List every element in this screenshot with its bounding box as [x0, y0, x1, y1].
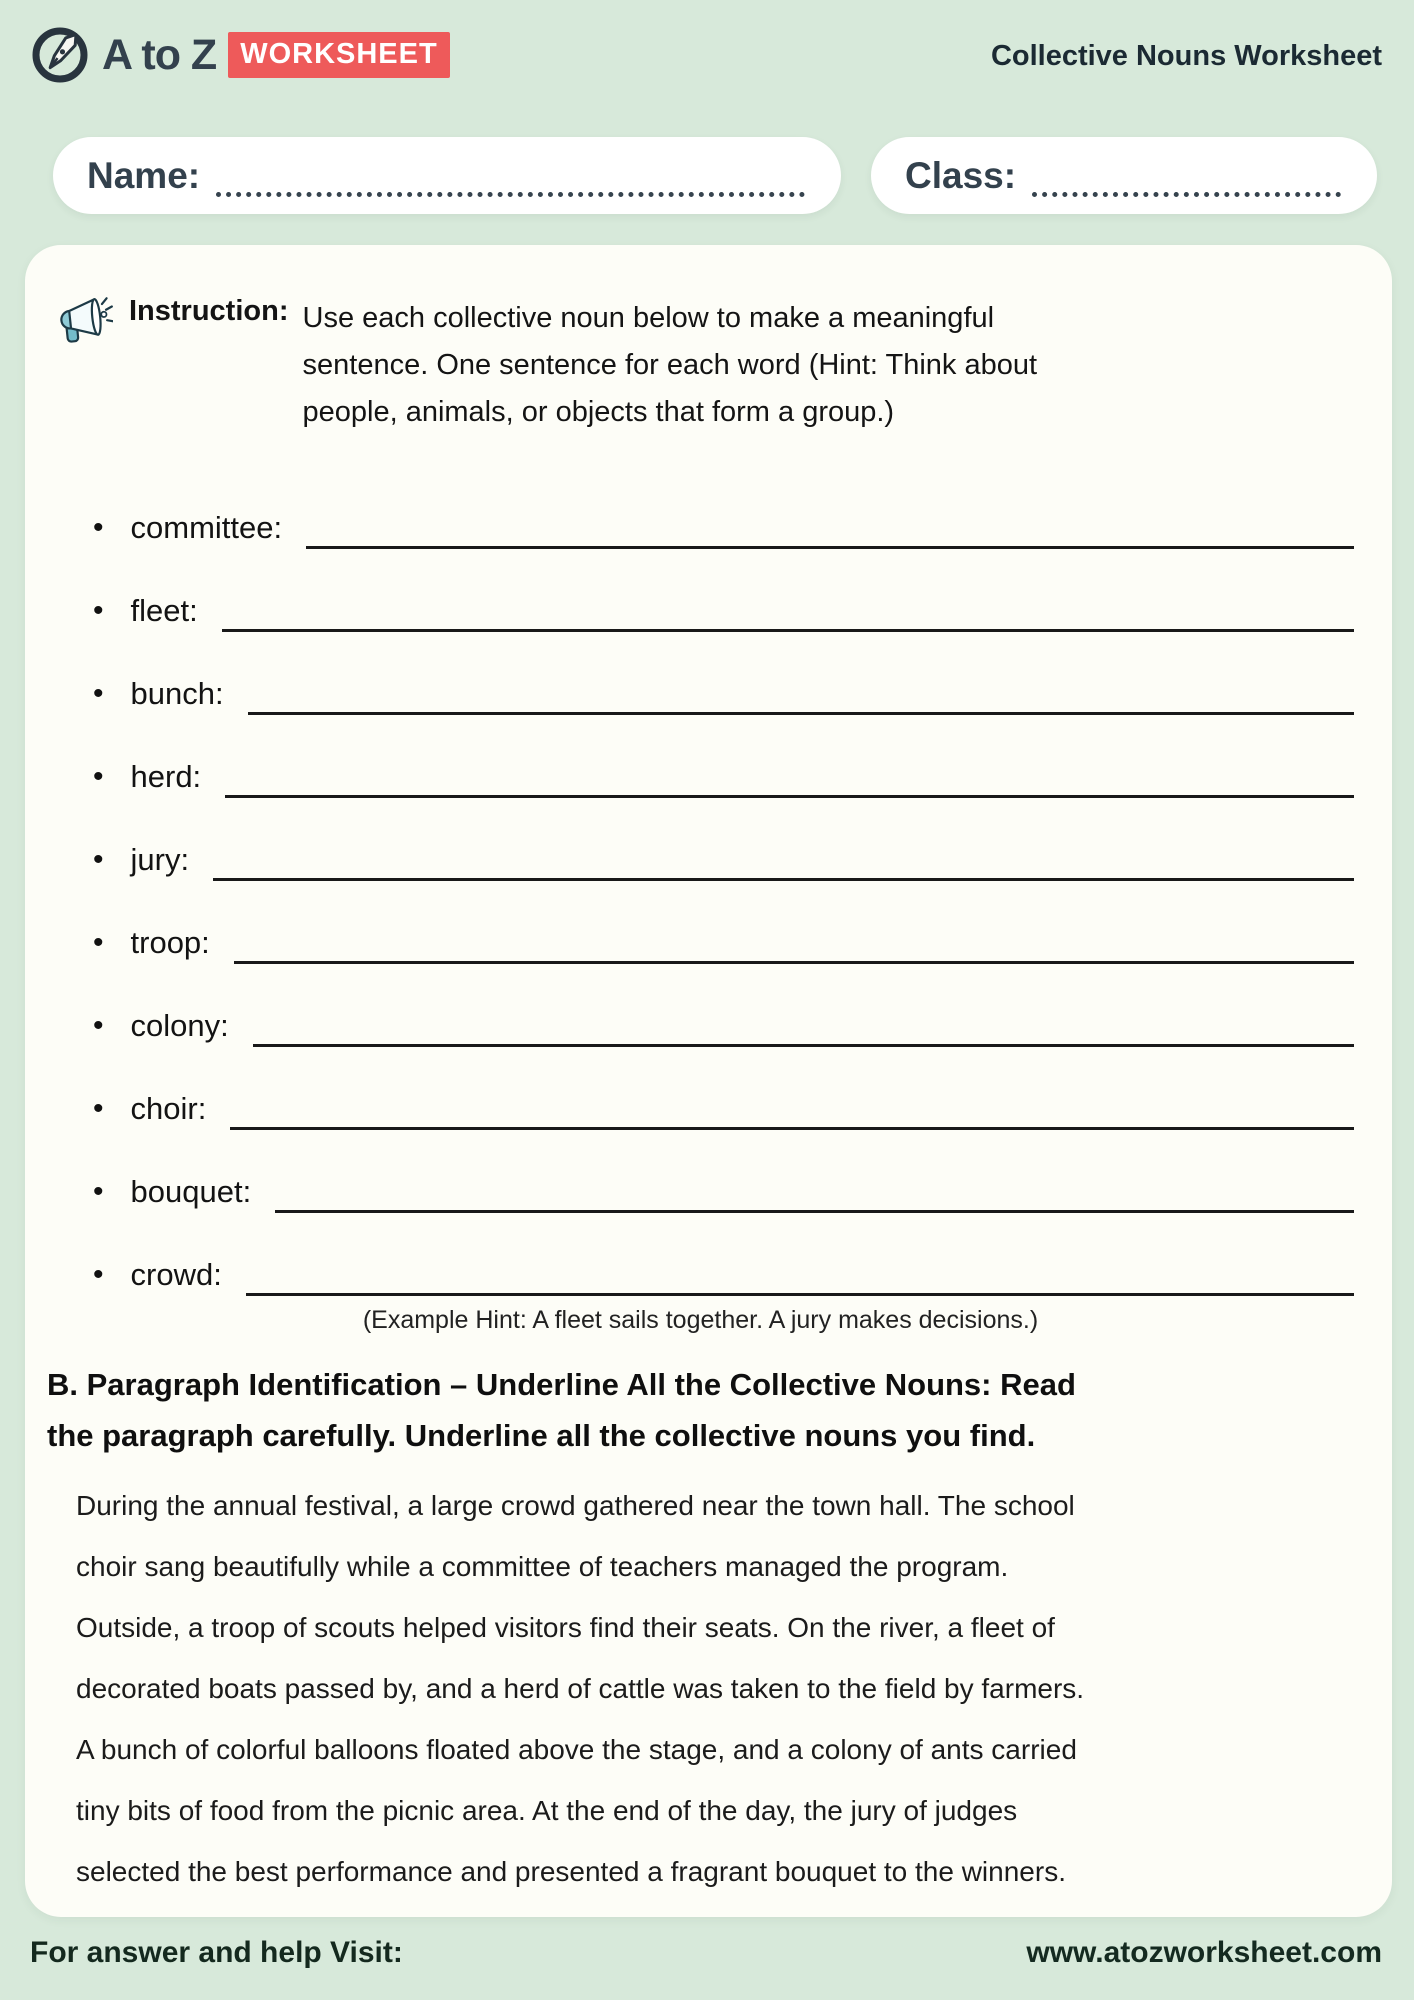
example-hint: (Example Hint: A fleet sails together. A jury makes decisions.)	[362, 1306, 1039, 1334]
list-item	[47, 709, 1354, 792]
paragraph-line: A bunch of colorful balloons floated above the stage, and a colony of ants carried	[76, 1734, 1077, 1765]
answer-blank[interactable]	[246, 1293, 1354, 1296]
word-label: committee:	[130, 510, 283, 545]
word-label: fleet:	[130, 593, 198, 628]
megaphone-icon	[57, 293, 113, 345]
bullet-icon: •	[93, 1175, 104, 1208]
answer-blank[interactable]	[306, 546, 1354, 549]
class-fill-line[interactable]	[1032, 192, 1341, 197]
list-item	[47, 1124, 1354, 1207]
footer-website-link[interactable]: www.atozworksheet.com	[1026, 1936, 1382, 1969]
answer-blank[interactable]	[230, 1127, 1354, 1130]
word-label: herd:	[130, 759, 202, 794]
list-item	[47, 958, 1354, 1041]
name-fill-line[interactable]	[216, 192, 805, 197]
bullet-icon: •	[93, 843, 104, 876]
bullet-icon: •	[93, 1009, 104, 1042]
paragraph-line: choir sang beautifully while a committee of teachers managed the program.	[76, 1551, 1009, 1582]
instruction-label: Instruction:	[129, 295, 289, 327]
word-label: bouquet:	[130, 1174, 252, 1209]
list-item	[47, 543, 1354, 626]
bullet-icon: •	[93, 760, 104, 793]
class-field	[871, 137, 1377, 214]
list-item	[47, 875, 1354, 958]
word-list	[47, 460, 1354, 1290]
list-item	[47, 460, 1354, 543]
list-item	[47, 1207, 1354, 1290]
bullet-icon: •	[93, 1092, 104, 1125]
answer-blank[interactable]	[225, 795, 1354, 798]
worksheet-card	[25, 245, 1392, 1917]
word-label: bunch:	[130, 676, 224, 711]
list-item	[47, 792, 1354, 875]
bullet-icon: •	[93, 1258, 104, 1291]
name-field	[53, 137, 841, 214]
bullet-icon: •	[93, 926, 104, 959]
answer-blank[interactable]	[275, 1210, 1354, 1213]
section-b-heading-line: the paragraph carefully. Underline all the collective nouns you find.	[47, 1418, 1036, 1453]
instruction-line: Use each collective noun below to make a meaningful	[302, 302, 995, 334]
word-label: colony:	[130, 1008, 229, 1043]
word-label: crowd:	[130, 1257, 222, 1292]
section-b-heading	[47, 1359, 1354, 1461]
page-title: Collective Nouns Worksheet	[990, 40, 1382, 72]
footer	[30, 1936, 1382, 1970]
instruction-line: sentence. One sentence for each word (Hint: Think about	[302, 349, 1038, 381]
section-b-heading-line: B. Paragraph Identification – Underline All the Collective Nouns: Read	[47, 1367, 1076, 1402]
name-label: Name:	[87, 154, 201, 196]
answer-blank[interactable]	[248, 712, 1354, 715]
instruction-text	[303, 295, 1038, 436]
brand-name: A to Z	[102, 30, 217, 79]
brand-logo	[30, 24, 450, 86]
bullet-icon: •	[93, 511, 104, 544]
answer-blank[interactable]	[213, 878, 1354, 881]
paragraph-line: Outside, a troop of scouts helped visitors find their seats. On the river, a fleet of	[76, 1612, 1055, 1643]
answer-blank[interactable]	[234, 961, 1354, 964]
paragraph-line: decorated boats passed by, and a herd of cattle was taken to the field by farmers.	[76, 1673, 1085, 1704]
word-label: troop:	[130, 925, 210, 960]
paragraph-line: tiny bits of food from the picnic area. At the end of the day, the jury of judges	[76, 1795, 1018, 1826]
exercise-paragraph	[76, 1475, 1354, 1902]
list-item	[47, 626, 1354, 709]
paragraph-line: selected the best performance and presented a fragrant bouquet to the winners.	[76, 1856, 1066, 1887]
class-label: Class:	[905, 154, 1017, 196]
word-label: choir:	[130, 1091, 207, 1126]
instruction-section	[57, 289, 1354, 436]
list-item	[47, 1041, 1354, 1124]
word-label: jury:	[130, 842, 190, 877]
instruction-line: people, animals, or objects that form a group.)	[302, 396, 895, 428]
bullet-icon: •	[93, 677, 104, 710]
brand-badge: WORKSHEET	[228, 32, 450, 78]
answer-blank[interactable]	[253, 1044, 1354, 1047]
answer-blank[interactable]	[222, 629, 1354, 632]
footer-help-text: For answer and help Visit:	[30, 1936, 403, 1969]
bullet-icon: •	[93, 594, 104, 627]
pen-circle-icon	[30, 24, 90, 86]
paragraph-line: During the annual festival, a large crowd gathered near the town hall. The school	[76, 1490, 1075, 1521]
